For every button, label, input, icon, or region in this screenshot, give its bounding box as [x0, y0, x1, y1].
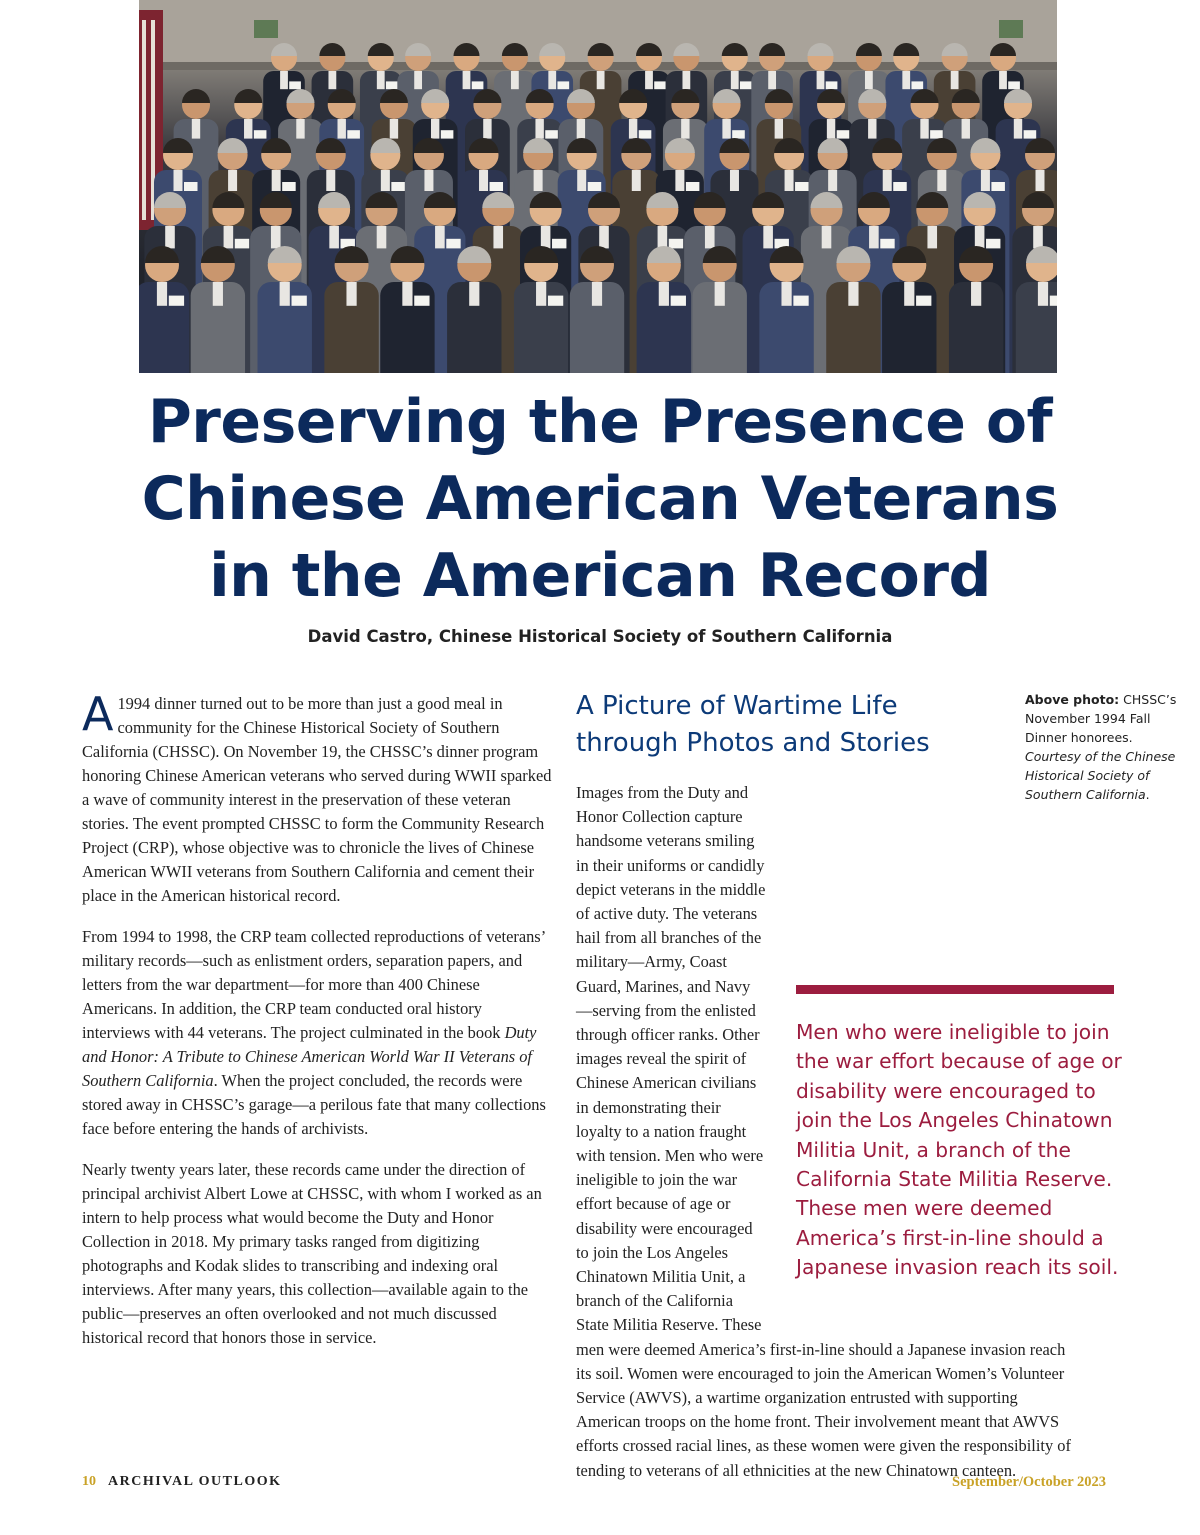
person-shirt: [705, 226, 715, 248]
name-tag: [552, 239, 566, 249]
paragraph-3: Nearly twenty years later, these records came under the direction of principal archivist Albert Lowe at CHSSC, with whom I worked as an intern to help process what would become the Duty and Honor Collection in 2018. My primary tasks ranged from digitizing photographs and Kodak slides to transcribing and indexing oral interviews. After many years, this collection—available again to the public—preserves an often overlooked and not much discussed historical record that honors those in service.: [82, 1160, 542, 1347]
name-tag: [669, 239, 683, 249]
person-shirt: [377, 226, 387, 248]
person-shirt: [904, 282, 914, 306]
person-shirt: [975, 226, 985, 248]
person-shirt: [414, 71, 422, 89]
paragraph-1-text: 1994 dinner turned out to be more than just a good meal in community for the Chinese Historical Society of Southern California (CHSSC). On November 19, the CHSSC’s dinner program honoring Chinese American veterans who served during WWII sparked a wave of community interest in the preservation of these veteran stories. The event prompted CHSSC to form the Community Research Project (CRP), whose objective was to chronicle the lives of Chinese American WWII veterans from Southern California and cement their place in the American historical record.: [82, 694, 552, 905]
person-shirt: [822, 226, 832, 248]
person-shirt: [675, 170, 684, 191]
name-tag: [930, 130, 943, 138]
name-tag: [654, 81, 666, 89]
person-shirt: [731, 71, 739, 89]
person-shirt: [338, 119, 346, 139]
person-shirt: [381, 170, 390, 191]
name-tag: [386, 81, 398, 89]
caption-label: Above photo:: [1025, 692, 1120, 707]
person-shirt: [296, 119, 304, 139]
person-shirt: [902, 71, 910, 89]
person-shirt: [869, 226, 879, 248]
person-shirt: [541, 226, 551, 248]
person-shirt: [431, 119, 439, 139]
person-shirt: [775, 119, 783, 139]
name-tag: [548, 296, 563, 306]
person-shirt: [479, 170, 488, 191]
name-tag: [893, 182, 907, 191]
person-shirt: [165, 226, 175, 248]
person-shirt: [827, 119, 835, 139]
name-tag: [986, 239, 1000, 249]
name-tag: [235, 239, 249, 249]
person-shirt: [192, 119, 200, 139]
name-tag: [545, 130, 558, 138]
person-shirt: [592, 282, 602, 306]
person-shirt: [272, 170, 281, 191]
hero-photo: [139, 0, 1057, 373]
pullquote: Men who were ineligible to join the war effort because of age or disability were encouraged to join the Los Angeles Chinatown Militia Unit, a branch of the California State Militia Reserve. These men were deemed America’s first-in-line should a Japanese invasion reach its soil.: [796, 1020, 1122, 1280]
person-shirt: [951, 71, 959, 89]
person-shirt: [377, 71, 385, 89]
person-shirt: [228, 170, 237, 191]
person-shirt: [424, 170, 433, 191]
title-line-3: in the American Record: [209, 541, 991, 611]
name-tag: [282, 182, 296, 191]
person-shirt: [722, 119, 730, 139]
person-shirt: [715, 282, 725, 306]
name-tag: [441, 130, 454, 138]
person-shirt: [645, 71, 653, 89]
name-tag: [916, 296, 931, 306]
person-shirt: [629, 119, 637, 139]
person-shirt: [971, 282, 981, 306]
name-tag: [490, 182, 504, 191]
person-shirt: [599, 226, 609, 248]
person-shirt: [535, 119, 543, 139]
person-shirt: [781, 282, 791, 306]
name-tag: [1008, 81, 1020, 89]
person-hair: [234, 89, 262, 103]
person-shirt: [328, 71, 336, 89]
publication-name: ARCHIVAL OUTLOOK: [108, 1474, 282, 1489]
person-shirt: [511, 71, 519, 89]
person-shirt: [469, 282, 479, 306]
person-shirt: [280, 282, 290, 306]
section-subhead: A Picture of Wartime Life through Photos and Stories: [576, 691, 930, 758]
name-tag: [1024, 130, 1037, 138]
person-shirt: [659, 282, 669, 306]
paragraph-1: [82, 687, 554, 908]
person-shirt: [577, 119, 585, 139]
name-tag: [391, 182, 405, 191]
person-shirt: [999, 71, 1007, 89]
person-shirt: [927, 226, 937, 248]
person-shirt: [682, 71, 690, 89]
person-shirt: [1014, 119, 1022, 139]
person-shirt: [548, 71, 556, 89]
person-shirt: [865, 71, 873, 89]
footer-issue-date: September/October 2023: [952, 1474, 1106, 1490]
name-tag: [837, 130, 850, 138]
person-hair: [182, 89, 210, 103]
person-shirt: [493, 226, 503, 248]
person-shirt: [157, 282, 167, 306]
person-shirt: [280, 71, 288, 89]
name-tag: [557, 81, 569, 89]
photo-caption: Above photo: CHSSC’s November 1994 Fall Dinner honorees. Courtesy of the Chinese Historical Society of Southern California.: [1025, 692, 1177, 802]
person-shirt: [981, 170, 990, 191]
person-shirt: [1033, 226, 1043, 248]
drop-cap: A: [82, 687, 114, 741]
name-tag: [446, 239, 460, 249]
person-shirt: [681, 119, 689, 139]
article-title: [100, 384, 1100, 615]
name-tag: [911, 81, 923, 89]
byline: David Castro, Chinese Historical Society of Southern California: [307, 627, 893, 646]
page-number: 10: [82, 1474, 96, 1489]
person-shirt: [435, 226, 445, 248]
name-tag: [184, 182, 198, 191]
name-tag: [740, 81, 752, 89]
person-shirt: [785, 170, 794, 191]
paragraph-2: From 1994 to 1998, the CRP team collected reproductions of veterans’ military records—such as enlistment orders, separation papers, and letters from the war department—for more than 400 Chinese Americans. In addition, the CRP team conducted oral history interviews with 44 veterans. The project culminated in the book Duty and Honor: A Tribute to Chinese American World War II Veterans of Southern California. When the project concluded, the records were stored away in CHSSC’s garage—a perilous fate that many collections face before entering the hands of archivists.: [82, 927, 546, 1138]
person-shirt: [224, 226, 234, 248]
name-tag: [472, 81, 484, 89]
person-shirt: [768, 71, 776, 89]
name-tag: [639, 130, 652, 138]
person-shirt: [868, 119, 876, 139]
person-shirt: [920, 119, 928, 139]
person-shirt: [536, 282, 546, 306]
caption-text: CHSSC’s November 1994 Fall Dinner honorees.: [1025, 692, 1177, 745]
person-shirt: [402, 282, 412, 306]
person-shirt: [329, 226, 339, 248]
person-shirt: [271, 226, 281, 248]
name-tag: [169, 296, 184, 306]
person-shirt: [730, 170, 739, 191]
person-shirt: [346, 282, 356, 306]
person-shirt: [577, 170, 586, 191]
person-shirt: [1038, 282, 1048, 306]
person-shirt: [483, 119, 491, 139]
person-shirt: [883, 170, 892, 191]
name-tag: [254, 130, 267, 138]
person-shirt: [848, 282, 858, 306]
person-shirt: [962, 119, 970, 139]
name-tag: [880, 239, 894, 249]
book-title: Duty and Honor: A Tribute to Chinese American World War II Veterans of Southern California: [82, 1023, 537, 1090]
name-tag: [292, 296, 307, 306]
person-shirt: [658, 226, 668, 248]
person-shirt: [597, 71, 605, 89]
name-tag: [289, 81, 301, 89]
title-line-1: Preserving the Presence of: [147, 387, 1053, 457]
name-tag: [795, 182, 809, 191]
person-shirt: [326, 170, 335, 191]
title-line-2: Chinese American Veterans: [141, 464, 1059, 534]
name-tag: [686, 182, 700, 191]
person-shirt: [390, 119, 398, 139]
name-tag: [991, 182, 1005, 191]
name-tag: [1050, 296, 1057, 306]
name-tag: [732, 130, 745, 138]
group-photo-illustration: [139, 0, 1057, 373]
name-tag: [671, 296, 686, 306]
person-shirt: [828, 170, 837, 191]
person-shirt: [244, 119, 252, 139]
person-shirt: [534, 170, 543, 191]
article-column-left: [82, 687, 554, 1367]
name-tag: [793, 296, 808, 306]
footer-publication: [82, 1474, 282, 1490]
person-shirt: [937, 170, 946, 191]
person-shirt: [1036, 170, 1045, 191]
person-shirt: [463, 71, 471, 89]
pullquote-rule: [796, 985, 1114, 994]
name-tag: [588, 182, 602, 191]
name-tag: [414, 296, 429, 306]
person-shirt: [174, 170, 183, 191]
name-tag: [826, 81, 838, 89]
caption-credit: Courtesy of the Chinese Historical Society of Southern California: [1025, 749, 1176, 802]
person-shirt: [213, 282, 223, 306]
person-shirt: [763, 226, 773, 248]
name-tag: [347, 130, 360, 138]
person-shirt: [817, 71, 825, 89]
person-shirt: [632, 170, 641, 191]
paragraph-4: Images from the Duty and Honor Collection capture handsome veterans smiling in their uniforms or candidly depict veterans in the middle of active duty. The veterans hail from all branches of the military—Army, Coast Guard, Marines, and Navy—serving from the enlisted through officer ranks. Other images reveal the spirit of Chinese American civilians in demonstrating their loyalty to a nation fraught with tension. Men who were ineligible to join the war effort because of age or disability were encouraged to join the Los Angeles Chinatown Militia Unit, a branch of the California State Militia Reserve. These men were deemed America’s first-in-line should a Japanese invasion reach its soil. Women were encouraged to join the American Women’s Volunteer Service (AWVS), a wartime organization entrusted with supporting American troops on the home front. Their involvement meant that AWVS efforts crossed racial lines, as these women were given the responsibility of tending to veterans of all ethnicities at the new Chinatown canteen.: [576, 783, 1071, 1480]
